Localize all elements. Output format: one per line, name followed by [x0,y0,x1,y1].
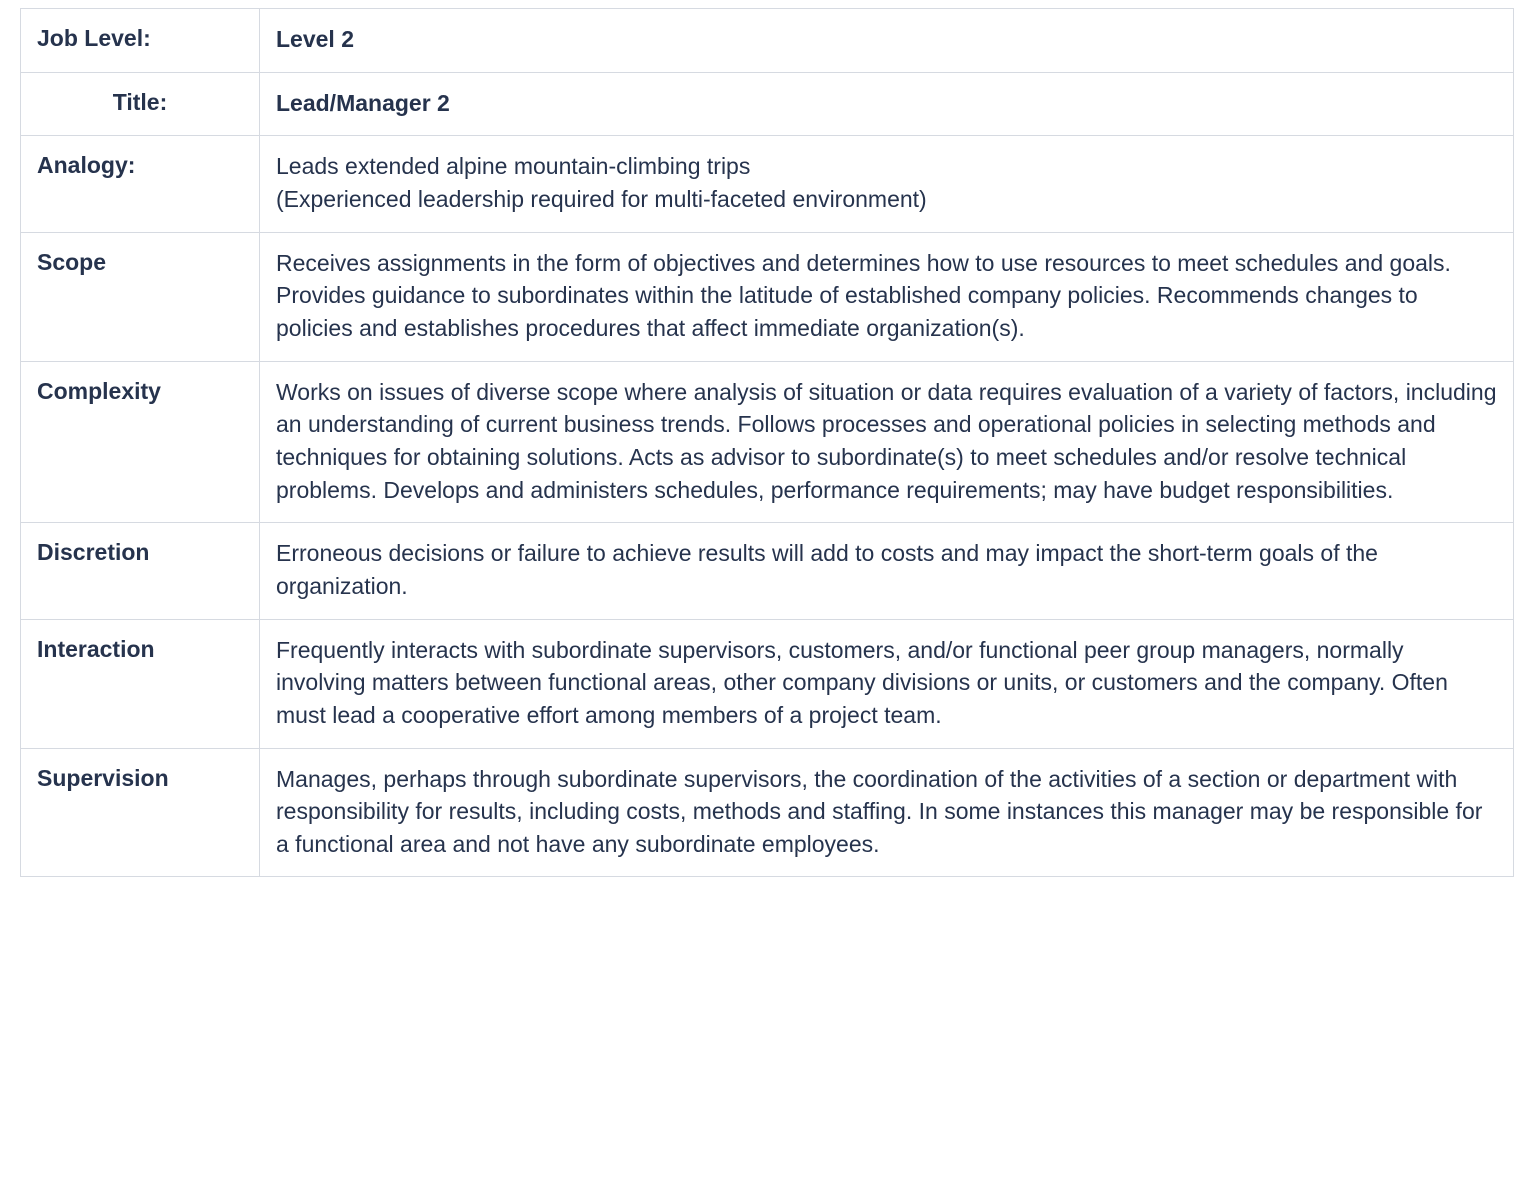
row-value-job-level: Level 2 [260,9,1514,73]
row-value-title: Lead/Manager 2 [260,72,1514,136]
row-value-complexity: Works on issues of diverse scope where analysis of situation or data requires evaluation of a variety of factors, including an understanding of current business trends. Follows processes and operational policies in selecting methods and techniques for obtaining solutions. Acts as advisor to subordinate(s) to meet schedules and/or resolve technical problems. Develops and administers schedules, performance requirements; may have budget responsibilities. [260,361,1514,523]
table-row-complexity [21,361,1514,523]
analogy-line-2: (Experienced leadership required for multi-faceted environment) [276,185,927,212]
row-value-discretion: Erroneous decisions or failure to achieve results will add to costs and may impact the short-term goals of the organization. [260,523,1514,619]
row-label-interaction: Interaction [21,619,260,748]
row-label-job-level: Job Level: [21,9,260,73]
row-value-analogy [260,136,1514,232]
table-row-analogy [21,136,1514,232]
row-value-scope: Receives assignments in the form of objectives and determines how to use resources to meet schedules and goals. Provides guidance to subordinates within the latitude of established company policies. Recommends changes to policies and establishes procedures that affect immediate organization(s). [260,232,1514,361]
table-row-discretion [21,523,1514,619]
row-label-complexity: Complexity [21,361,260,523]
row-label-title: Title: [21,72,260,136]
row-label-analogy: Analogy: [21,136,260,232]
table-row-job-level [21,9,1514,73]
table-row-supervision [21,748,1514,877]
analogy-line-1: Leads extended alpine mountain-climbing trips [276,153,751,180]
row-label-supervision: Supervision [21,748,260,877]
job-level-table [20,8,1514,877]
row-label-discretion: Discretion [21,523,260,619]
row-label-scope: Scope [21,232,260,361]
row-value-supervision: Manages, perhaps through subordinate supervisors, the coordination of the activities of a section or department with responsibility for results, including costs, methods and staffing. In some instances this manager may be responsible for a functional area and not have any subordinate employees. [260,748,1514,877]
table-row-title [21,72,1514,136]
table-row-interaction [21,619,1514,748]
table-row-scope [21,232,1514,361]
row-value-interaction: Frequently interacts with subordinate supervisors, customers, and/or functional peer group managers, normally involving matters between functional areas, other company divisions or units, or customers and the company. Often must lead a cooperative effort among members of a project team. [260,619,1514,748]
